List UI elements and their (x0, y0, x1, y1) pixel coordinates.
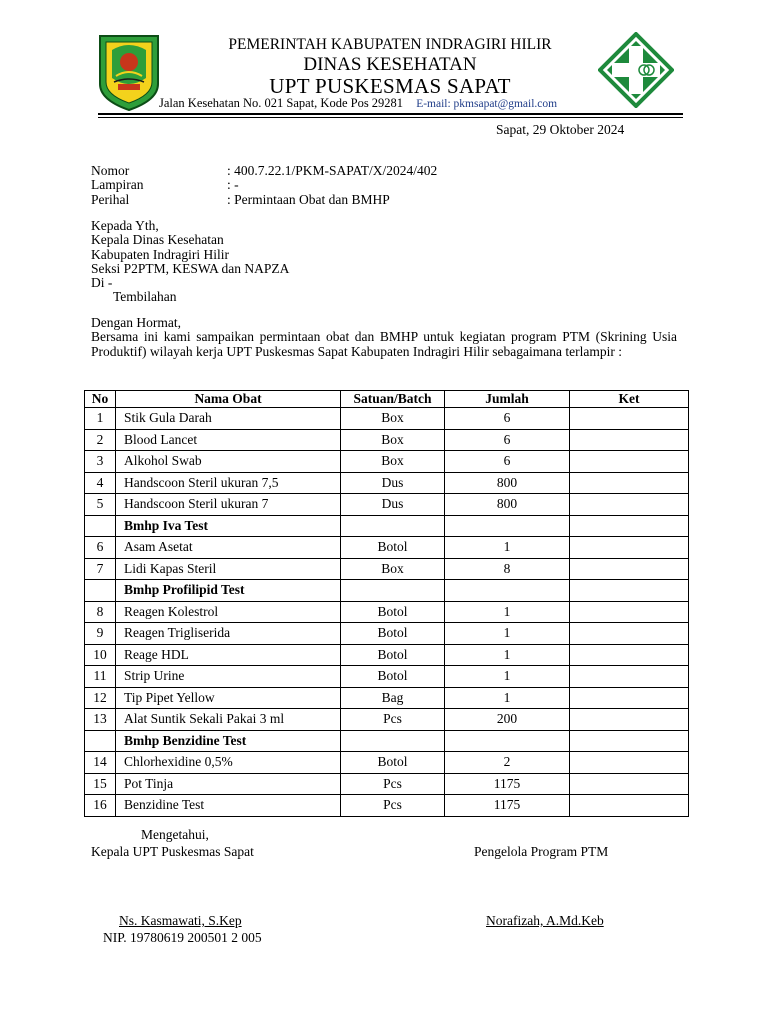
col-header-ket: Ket (570, 391, 689, 408)
table-row (85, 709, 689, 731)
cell-ket (570, 601, 689, 623)
table-header-row (85, 391, 689, 408)
letter-date: Sapat, 29 Oktober 2024 (496, 122, 625, 137)
cell-ket (570, 494, 689, 516)
cell-jumlah (445, 730, 570, 752)
addressee-line: Kepada Yth, (91, 218, 159, 233)
letter-meta (91, 164, 437, 207)
cell-jumlah: 200 (445, 709, 570, 731)
cell-jumlah: 2 (445, 752, 570, 774)
cell-nama: Alat Suntik Sekali Pakai 3 ml (116, 709, 341, 731)
col-header-jumlah: Jumlah (445, 391, 570, 408)
cell-ket (570, 408, 689, 430)
table-row (85, 644, 689, 666)
table-subheader-row (85, 730, 689, 752)
table-row (85, 429, 689, 451)
table-row (85, 601, 689, 623)
table-row (85, 623, 689, 645)
cell-satuan: Botol (341, 644, 445, 666)
cell-satuan: Botol (341, 537, 445, 559)
col-header-no: No (85, 391, 116, 408)
body-paragraph: Bersama ini kami sampaikan permintaan obat dan BMHP untuk kegiatan program PTM (Skrining Usia Produktif) wilayah kerja UPT Puskesmas Sapat Kabupaten Indragiri Hilir sebagaimana terlampir : (91, 329, 677, 359)
sig-right-title: Pengelola Program PTM (474, 844, 609, 859)
kop-address-line (159, 96, 557, 111)
cell-no: 12 (85, 687, 116, 709)
addressee-block (91, 219, 289, 305)
cell-ket (570, 429, 689, 451)
cell-nama: Pot Tinja (116, 773, 341, 795)
cell-ket (570, 451, 689, 473)
cell-ket (570, 709, 689, 731)
cell-nama: Alkohol Swab (116, 451, 341, 473)
cell-ket (570, 580, 689, 602)
col-header-nama: Nama Obat (116, 391, 341, 408)
kop-institution: UPT PUSKESMAS SAPAT (269, 74, 511, 98)
cell-satuan: Box (341, 408, 445, 430)
cell-no: 16 (85, 795, 116, 817)
cell-satuan: Box (341, 558, 445, 580)
cell-ket (570, 730, 689, 752)
cell-nama: Handscoon Steril ukuran 7 (116, 494, 341, 516)
cell-nama: Reagen Kolestrol (116, 601, 341, 623)
cell-nama: Benzidine Test (116, 795, 341, 817)
table-row (85, 537, 689, 559)
cell-no: 13 (85, 709, 116, 731)
cell-ket (570, 472, 689, 494)
cell-satuan: Botol (341, 666, 445, 688)
letter-body (91, 316, 677, 359)
cell-nama: Stik Gula Darah (116, 408, 341, 430)
regency-crest-logo (94, 32, 164, 112)
sig-left-title: Kepala UPT Puskesmas Sapat (91, 844, 254, 859)
kop-department: DINAS KESEHATAN (303, 54, 477, 75)
greeting: Dengan Hormat, (91, 315, 181, 330)
cell-ket (570, 795, 689, 817)
sig-mengetahui: Mengetahui, (141, 827, 209, 842)
cell-no: 9 (85, 623, 116, 645)
cell-nama: Strip Urine (116, 666, 341, 688)
addressee-line: Tembilahan (113, 289, 177, 305)
cell-nama: Chlorhexidine 0,5% (116, 752, 341, 774)
cell-nama: Tip Pipet Yellow (116, 687, 341, 709)
kop-email: E-mail: pkmsapat@gmail.com (416, 98, 558, 110)
cell-no: 11 (85, 666, 116, 688)
kop-divider-thin (98, 117, 683, 118)
table-row (85, 408, 689, 430)
cell-jumlah: 6 (445, 429, 570, 451)
sig-left-nip: NIP. 19780619 200501 2 005 (103, 930, 262, 945)
cell-no: 15 (85, 773, 116, 795)
cell-satuan: Botol (341, 623, 445, 645)
cell-jumlah: 1 (445, 644, 570, 666)
cell-ket (570, 644, 689, 666)
cell-no: 5 (85, 494, 116, 516)
addressee-line: Kepala Dinas Kesehatan (91, 232, 224, 248)
cell-jumlah: 1 (445, 666, 570, 688)
table-row (85, 451, 689, 473)
table-row (85, 494, 689, 516)
cell-ket (570, 666, 689, 688)
cell-no (85, 580, 116, 602)
cell-satuan (341, 730, 445, 752)
table-row (85, 472, 689, 494)
meta-perihal: Perihal : Permintaan Obat dan BMHP (91, 191, 390, 207)
cell-satuan: Dus (341, 494, 445, 516)
cell-satuan: Dus (341, 472, 445, 494)
cell-nama: Reagen Trigliserida (116, 623, 341, 645)
sig-left-name: Ns. Kasmawati, S.Kep (119, 913, 242, 928)
table-row (85, 666, 689, 688)
puskesmas-logo (598, 32, 674, 108)
addressee-line: Di - (91, 275, 113, 291)
cell-no: 14 (85, 752, 116, 774)
cell-no: 1 (85, 408, 116, 430)
cell-no (85, 730, 116, 752)
cell-jumlah: 800 (445, 472, 570, 494)
addressee-line: Kabupaten Indragiri Hilir (91, 246, 229, 262)
cell-nama: Handscoon Steril ukuran 7,5 (116, 472, 341, 494)
cell-nama: Asam Asetat (116, 537, 341, 559)
cell-ket (570, 537, 689, 559)
cell-nama: Bmhp Benzidine Test (116, 730, 341, 752)
cell-jumlah (445, 515, 570, 537)
cell-satuan: Botol (341, 752, 445, 774)
table-subheader-row (85, 515, 689, 537)
sig-right-name: Norafizah, A.Md.Keb (486, 913, 604, 928)
medicine-table (84, 390, 689, 817)
col-header-satuan: Satuan/Batch (341, 391, 445, 408)
table-row (85, 687, 689, 709)
cell-satuan: Pcs (341, 795, 445, 817)
cell-no: 8 (85, 601, 116, 623)
cell-satuan: Box (341, 451, 445, 473)
table-row (85, 773, 689, 795)
cell-jumlah: 1 (445, 687, 570, 709)
cell-jumlah: 8 (445, 558, 570, 580)
cell-nama: Reage HDL (116, 644, 341, 666)
cell-no: 6 (85, 537, 116, 559)
cell-satuan (341, 515, 445, 537)
cell-ket (570, 558, 689, 580)
cell-satuan: Botol (341, 601, 445, 623)
cell-jumlah: 1 (445, 623, 570, 645)
cell-jumlah: 6 (445, 451, 570, 473)
cell-jumlah: 1 (445, 601, 570, 623)
meta-lampiran: Lampiran : - (91, 177, 239, 193)
cell-jumlah: 800 (445, 494, 570, 516)
cell-no: 2 (85, 429, 116, 451)
cell-no: 10 (85, 644, 116, 666)
cell-satuan: Pcs (341, 773, 445, 795)
cell-ket (570, 773, 689, 795)
cell-nama: Bmhp Profilipid Test (116, 580, 341, 602)
table-row (85, 558, 689, 580)
cell-ket (570, 752, 689, 774)
addressee-line: Seksi P2PTM, KESWA dan NAPZA (91, 260, 290, 276)
kop-address: Jalan Kesehatan No. 021 Sapat, Kode Pos 29281 (159, 96, 404, 110)
cell-nama: Bmhp Iva Test (116, 515, 341, 537)
kop-divider-thick (98, 113, 683, 115)
cell-jumlah (445, 580, 570, 602)
cell-no: 3 (85, 451, 116, 473)
cell-jumlah: 1 (445, 537, 570, 559)
cell-ket (570, 687, 689, 709)
table-row (85, 795, 689, 817)
table-row (85, 752, 689, 774)
cell-satuan (341, 580, 445, 602)
cell-nama: Lidi Kapas Steril (116, 558, 341, 580)
cell-satuan: Box (341, 429, 445, 451)
cell-satuan: Pcs (341, 709, 445, 731)
cell-no (85, 515, 116, 537)
cell-ket (570, 515, 689, 537)
cell-jumlah: 6 (445, 408, 570, 430)
table-subheader-row (85, 580, 689, 602)
kop-government: PEMERINTAH KABUPATEN INDRAGIRI HILIR (228, 36, 552, 53)
cell-ket (570, 623, 689, 645)
cell-no: 4 (85, 472, 116, 494)
cell-satuan: Bag (341, 687, 445, 709)
cell-jumlah: 1175 (445, 795, 570, 817)
cell-no: 7 (85, 558, 116, 580)
meta-nomor: Nomor : 400.7.22.1/PKM-SAPAT/X/2024/402 (91, 163, 438, 178)
cell-jumlah: 1175 (445, 773, 570, 795)
cell-nama: Blood Lancet (116, 429, 341, 451)
